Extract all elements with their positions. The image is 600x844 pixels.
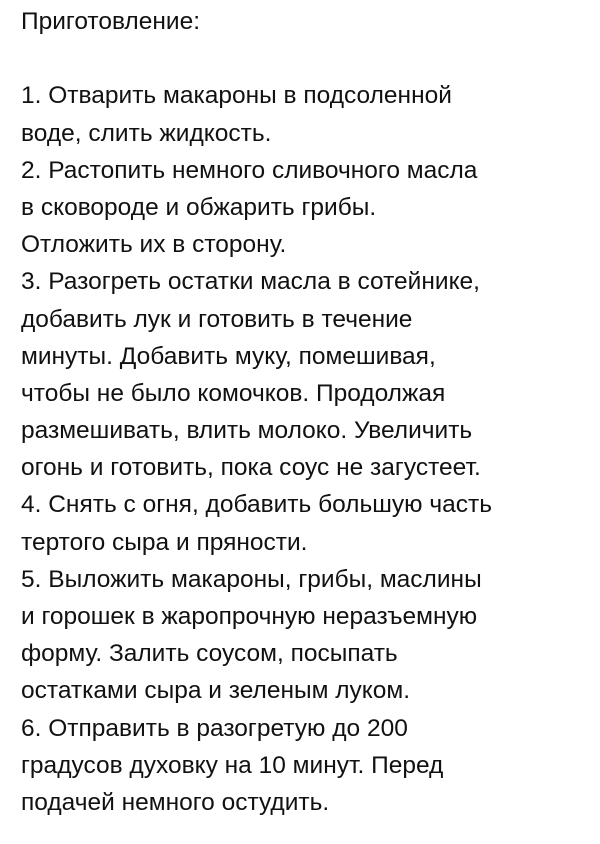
note-line: тертого сыра и пряности. [21,528,308,556]
blank-line [21,40,586,77]
note-line: подачей немного остудить. [21,788,330,816]
note-line: воде, слить жидкость. [21,119,272,147]
note-line: огонь и готовить, пока соус не загустеет. [21,454,481,482]
note-line: градусов духовку на 10 минут. Перед [21,751,444,779]
note-line: 5. Выложить макароны, грибы, маслины [21,565,482,593]
note-line: добавить лук и готовить в течение [21,305,413,333]
note-line: и горошек в жаропрочную неразъемную [21,603,478,630]
note-line: 1. Отварить макароны в подсоленной [21,82,452,110]
note-line: 2. Растопить немного сливочного масла [21,156,478,184]
note-line: остатками сыра и зеленым луком. [21,677,411,705]
note-line: 6. Отправить в разогретую до 200 [21,714,408,742]
note-line: в сковороде и обжарить грибы. [21,193,377,221]
note-line: форму. Залить соусом, посыпать [21,640,398,668]
note-line: 4. Снять с огня, добавить большую часть [21,491,492,519]
recipe-note [21,3,586,821]
note-heading: Приготовление: [21,8,201,35]
note-line: размешивать, влить молоко. Увеличить [21,417,473,445]
note-line: минуты. Добавить муку, помешивая, [21,342,436,370]
note-line: Отложить их в сторону. [21,231,287,259]
note-line: 3. Разогреть остатки масла в сотейнике, [21,268,480,296]
note-line: чтобы не было комочков. Продолжая [21,379,446,407]
